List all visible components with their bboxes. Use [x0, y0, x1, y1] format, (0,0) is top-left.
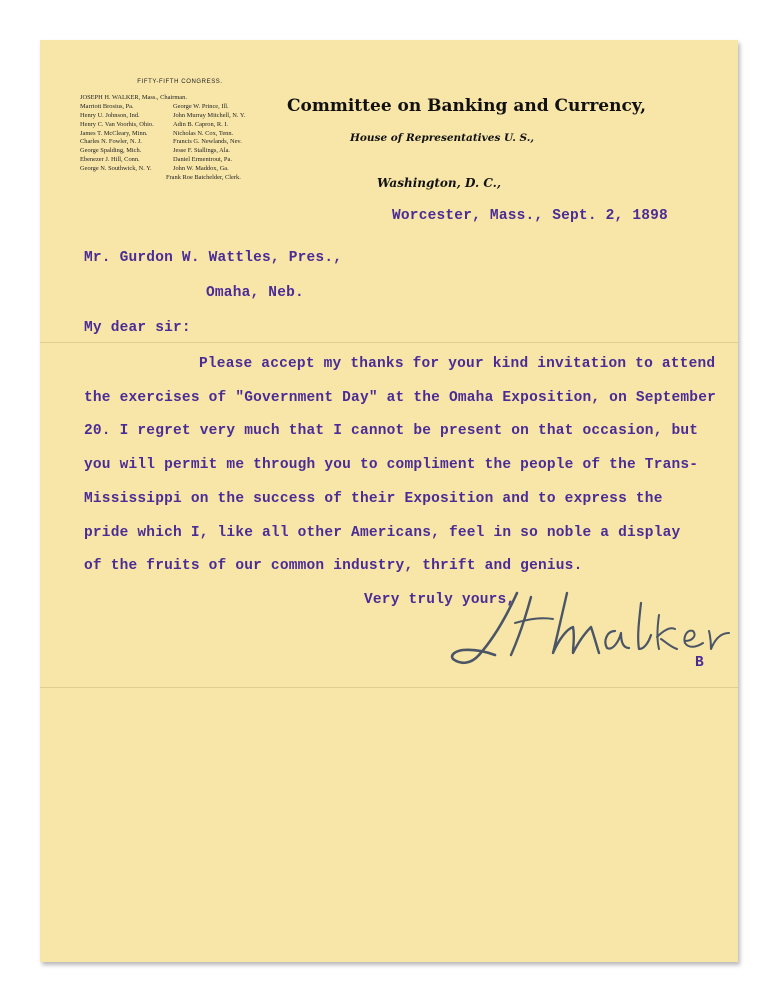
body-line: of the fruits of our common industry, thrift and genius. [84, 558, 583, 574]
member-right: Adin B. Capron, R. I. [173, 120, 229, 128]
closing: Very truly yours, [364, 592, 516, 608]
typist-initial: B [695, 655, 704, 671]
member-left: Ebenezer J. Hill, Conn. [80, 156, 140, 164]
member-right [173, 94, 305, 103]
member-left: George N. Southwick, N. Y. [80, 165, 152, 173]
address-city: Omaha, Neb. [206, 285, 304, 301]
house-subtitle: House of Representatives U. S., [350, 132, 535, 144]
member-left: Henry C. Van Voorhis, Ohio. [80, 120, 154, 128]
member-right: Francis G. Newlands, Nev. [173, 138, 242, 146]
member-right: Jesse F. Stallings, Ala. [173, 147, 231, 155]
body-line: Mississippi on the success of their Exposition and to express the [84, 491, 663, 507]
salutation: My dear sir: [84, 320, 191, 336]
clerk-name: Frank Roe Batchelder, Clerk. [166, 174, 241, 181]
member-left: George Spalding, Mich. [80, 147, 142, 155]
fold-line [40, 342, 738, 343]
fold-line [40, 687, 738, 688]
member-right: John W. Maddox, Ga. [173, 165, 229, 173]
dateline: Worcester, Mass., Sept. 2, 1898 [392, 208, 668, 224]
signature [445, 585, 735, 670]
body-line: 20. I regret very much that I cannot be present on that occasion, but [84, 423, 699, 439]
member-right: George W. Prince, Ill. [173, 102, 229, 110]
member-right: John Murray Mitchell, N. Y. [173, 111, 246, 119]
member-right: Nicholas N. Cox, Tenn. [173, 129, 234, 137]
letterhead-city: Washington, D. C., [377, 176, 502, 190]
body-line: pride which I, like all other Americans, feel in so noble a display [84, 525, 681, 541]
member-left: Charles N. Fowler, N. J. [80, 138, 142, 146]
member-left: James T. McCleary, Minn. [80, 129, 148, 137]
congress-heading: FIFTY-FIFTH CONGRESS. [137, 79, 223, 85]
member-left: JOSEPH H. WALKER, Mass., Chairman. [80, 94, 187, 101]
member-right: Daniel Ermentrout, Pa. [173, 156, 232, 164]
committee-title: Committee on Banking and Currency, [287, 96, 647, 116]
body-line: you will permit me through you to compliment the people of the Trans- [84, 457, 699, 473]
addressee: Mr. Gurdon W. Wattles, Pres., [84, 250, 343, 266]
committee-members [80, 94, 305, 174]
member-left: Henry U. Johnson, Ind. [80, 111, 140, 119]
body-line: Please accept my thanks for your kind invitation to attend [199, 356, 716, 372]
member-left: Marriott Brosius, Pa. [80, 102, 134, 110]
body-line: the exercises of "Government Day" at the Omaha Exposition, on September [84, 390, 717, 406]
letter-paper [40, 40, 738, 962]
